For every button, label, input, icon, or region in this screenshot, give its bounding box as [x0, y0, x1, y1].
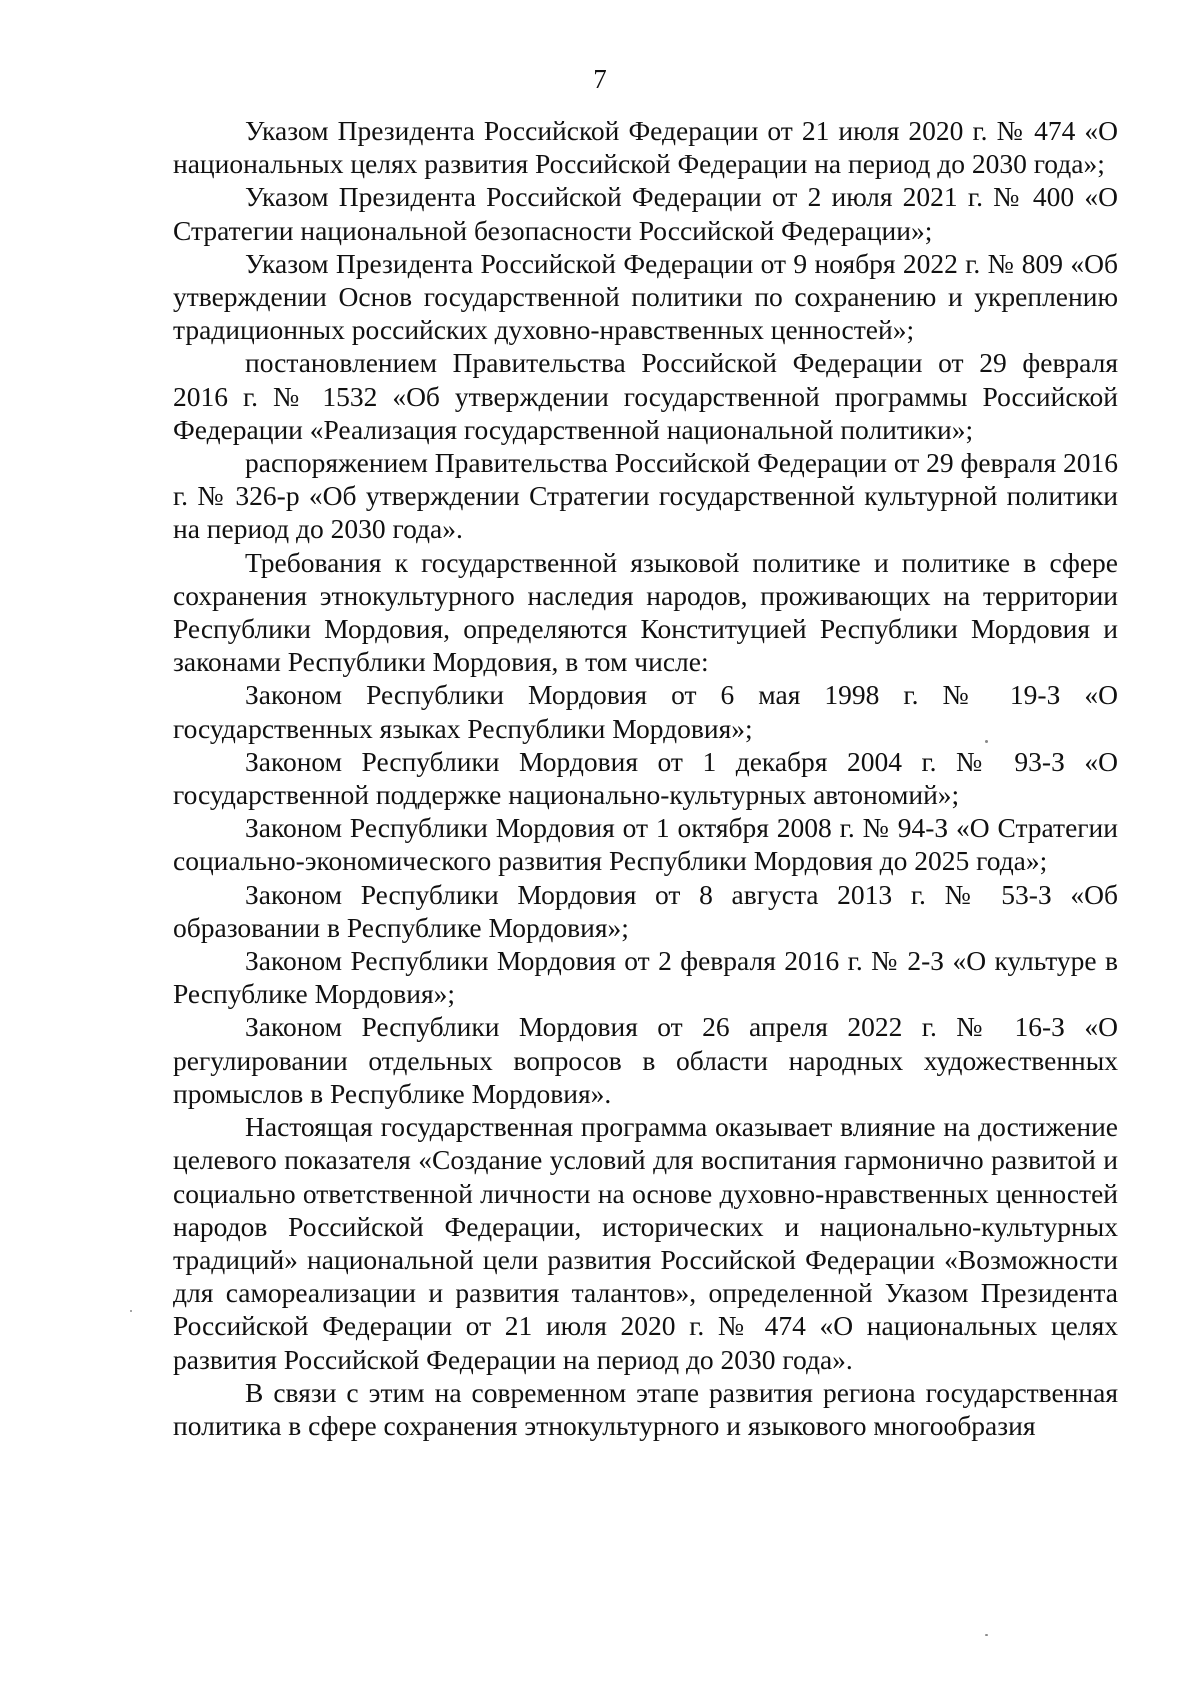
- paragraph-8: Законом Республики Мордовия от 1 декабря 2004 г. № 93-З «О государственной поддержке национально-культурных автономий»;: [173, 745, 1118, 811]
- paragraph-2: Указом Президента Российской Федерации от 2 июля 2021 г. № 400 «О Стратегии национальной безопасности Российской Федерации»;: [173, 181, 1118, 246]
- scan-speck: [985, 1634, 988, 1636]
- scan-speck: [985, 740, 988, 743]
- paragraph-10: Законом Республики Мордовия от 8 августа 2013 г. № 53-З «Об образовании в Республике Мордовия»;: [173, 878, 1118, 943]
- paragraph-4: постановлением Правительства Российской Федерации от 29 февраля 2016 г. № 1532 «Об утверждении государственной программы Российской Федерации «Реализация государственной национальной политики»;: [173, 347, 1118, 445]
- page-number: 7: [593, 64, 607, 94]
- paragraph-1: Указом Президента Российской Федерации от 21 июля 2020 г. № 474 «О национальных целях развития Российской Федерации на период до 2030 года»;: [173, 115, 1118, 180]
- scan-speck: [130, 1310, 132, 1312]
- paragraph-14: В связи с этим на современном этапе развития региона государственная политика в сфере сохранения этнокультурного и языкового многообразия: [173, 1376, 1118, 1441]
- document-body: [173, 114, 1118, 1442]
- paragraph-13: Настоящая государственная программа оказывает влияние на достижение целевого показателя «Создание условий для воспитания гармонично развитой и социально ответственной личности на основе духовно-нравственных ценностей народов Российской Федерации, исторических и национально-культурных традиций» национальной цели развития Российской Федерации «Возможности для самореализации и развития талантов», определенной Указом Президента Российской Федерации от 21 июля 2020 г. № 474 «О национальных целях развития Российской Федерации на период до 2030 года».: [173, 1111, 1118, 1375]
- paragraph-5: распоряжением Правительства Российской Федерации от 29 февраля 2016 г. № 326-р «Об утверждении Стратегии государственной культурной политики на период до 2030 года».: [173, 447, 1118, 545]
- paragraph-7: Законом Республики Мордовия от 6 мая 1998 г. № 19-З «О государственных языках Республики Мордовия»;: [173, 679, 1118, 744]
- paragraph-6: Требования к государственной языковой политике и политике в сфере сохранения этнокультурного наследия народов, проживающих на территории Республики Мордовия, определяются Конституцией Республики Мордовия и законами Республики Мордовия, в том числе:: [173, 546, 1118, 678]
- paragraph-12: Законом Республики Мордовия от 26 апреля 2022 г. № 16-З «О регулировании отдельных вопросов в области народных художественных промыслов в Республике Мордовия».: [173, 1011, 1118, 1109]
- paragraph-9: Законом Республики Мордовия от 1 октября 2008 г. № 94-З «О Стратегии социально-экономического развития Республики Мордовия до 2025 года»;: [173, 812, 1118, 877]
- paragraph-3: Указом Президента Российской Федерации от 9 ноября 2022 г. № 809 «Об утверждении Основ государственной политики по сохранению и укреплению традиционных российских духовно-нравственных ценностей»;: [173, 247, 1118, 346]
- paragraph-11: Законом Республики Мордовия от 2 февраля 2016 г. № 2-З «О культуре в Республике Мордовия»;: [173, 945, 1118, 1010]
